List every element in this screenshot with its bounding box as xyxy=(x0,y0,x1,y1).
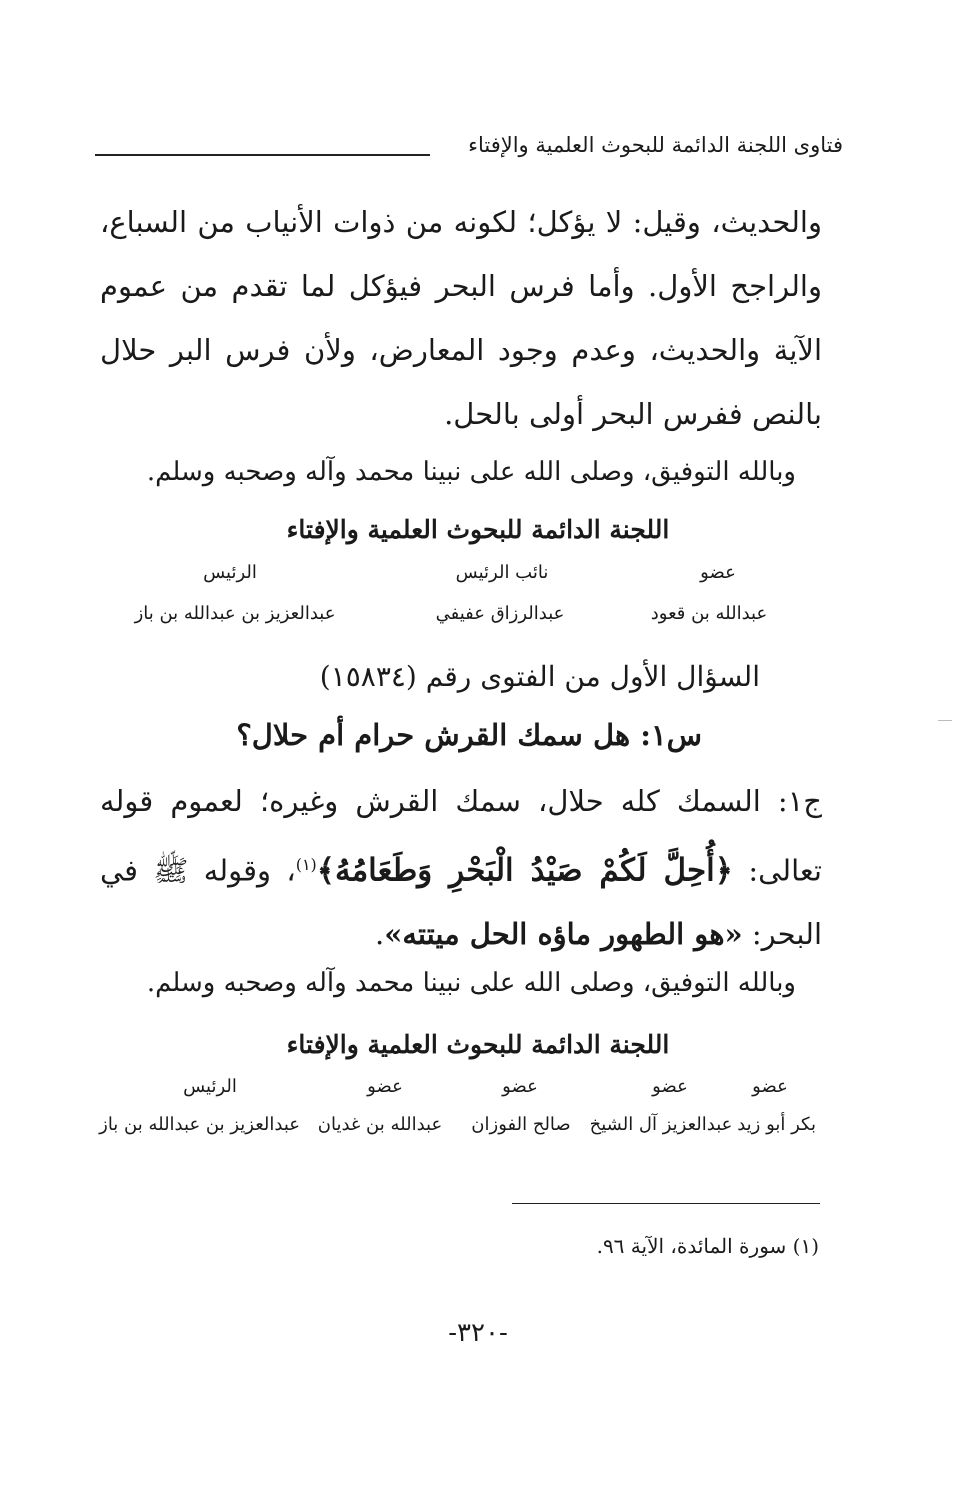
signatory-name: بكر أبو زيد xyxy=(737,1114,816,1135)
closing-prayer: وبالله التوفيق، وصلى الله على نبينا محمد وآله وصحبه وسلم. xyxy=(146,457,796,487)
signatory-name: عبدالعزيز آل الشيخ xyxy=(589,1114,733,1135)
answer-text-continued: ، وقوله ﷺ في البحر: xyxy=(100,853,822,951)
signatory-name: عبدالرزاق عفيفي xyxy=(435,603,565,624)
running-header-title: فتاوى اللجنة الدائمة للبحوث العلمية والإفتاء xyxy=(468,133,843,157)
signatory-role: الرئيس xyxy=(203,562,257,583)
footnote-rule xyxy=(512,1203,820,1204)
margin-mark xyxy=(938,720,952,721)
closing-prayer: وبالله التوفيق، وصلى الله على نبينا محمد وآله وصحبه وسلم. xyxy=(146,968,796,998)
signatory-name: عبدالعزيز بن عبدالله بن باز xyxy=(99,1114,300,1135)
committee-name: اللجنة الدائمة للبحوث العلمية والإفتاء xyxy=(286,515,670,544)
signatory-name: عبدالعزيز بن عبدالله بن باز xyxy=(134,603,336,624)
hadith-quote: «هو الطهور ماؤه الحل ميتته» xyxy=(384,916,743,951)
page-number: -٣٢٠- xyxy=(448,1318,508,1348)
signatory-name: عبدالله بن غديان xyxy=(317,1114,443,1135)
footnote-text: (١) سورة المائدة، الآية ٩٦. xyxy=(596,1234,819,1258)
answer-end: . xyxy=(375,916,385,951)
footnote-marker: (١) xyxy=(295,855,317,874)
quran-verse: ﴿أُحِلَّ لَكُمْ صَيْدُ الْبَحْرِ وَطَعَامُهُ﴾ xyxy=(316,852,733,889)
committee-name: اللجنة الدائمة للبحوث العلمية والإفتاء xyxy=(286,1030,670,1059)
signatory-role: عضو xyxy=(502,1076,538,1097)
signatory-name: عبدالله بن قعود xyxy=(650,603,768,624)
body-paragraph: والحديث، وقيل: لا يؤكل؛ لكونه من ذوات الأنياب من السباع، والراجح الأول. وأما فرس البحر فيؤكل لما تقدم من عموم الآية والحديث، وعدم وجود المعارض، ولأن فرس البر حلال بالنص ففرس البحر أولى بالحل. xyxy=(100,205,822,431)
signatory-role: الرئيس xyxy=(183,1076,237,1097)
fatwa-heading: السؤال الأول من الفتوى رقم (١٥٨٣٤) xyxy=(319,660,760,693)
signatory-name: صالح الفوزان xyxy=(471,1114,571,1135)
question-text: س١: هل سمك القرش حرام أم حلال؟ xyxy=(236,718,702,752)
signatory-role: عضو xyxy=(752,1076,788,1097)
signatory-role: نائب الرئيس xyxy=(455,562,549,583)
answer-text: ج١: السمك كله حلال، سمك القرش وغيره؛ لعموم قوله تعالى: xyxy=(100,784,822,888)
signatory-role: عضو xyxy=(652,1076,688,1097)
signatory-role: عضو xyxy=(700,562,736,583)
header-rule xyxy=(95,154,430,156)
answer-paragraph xyxy=(100,770,822,966)
signatory-role: عضو xyxy=(367,1076,403,1097)
